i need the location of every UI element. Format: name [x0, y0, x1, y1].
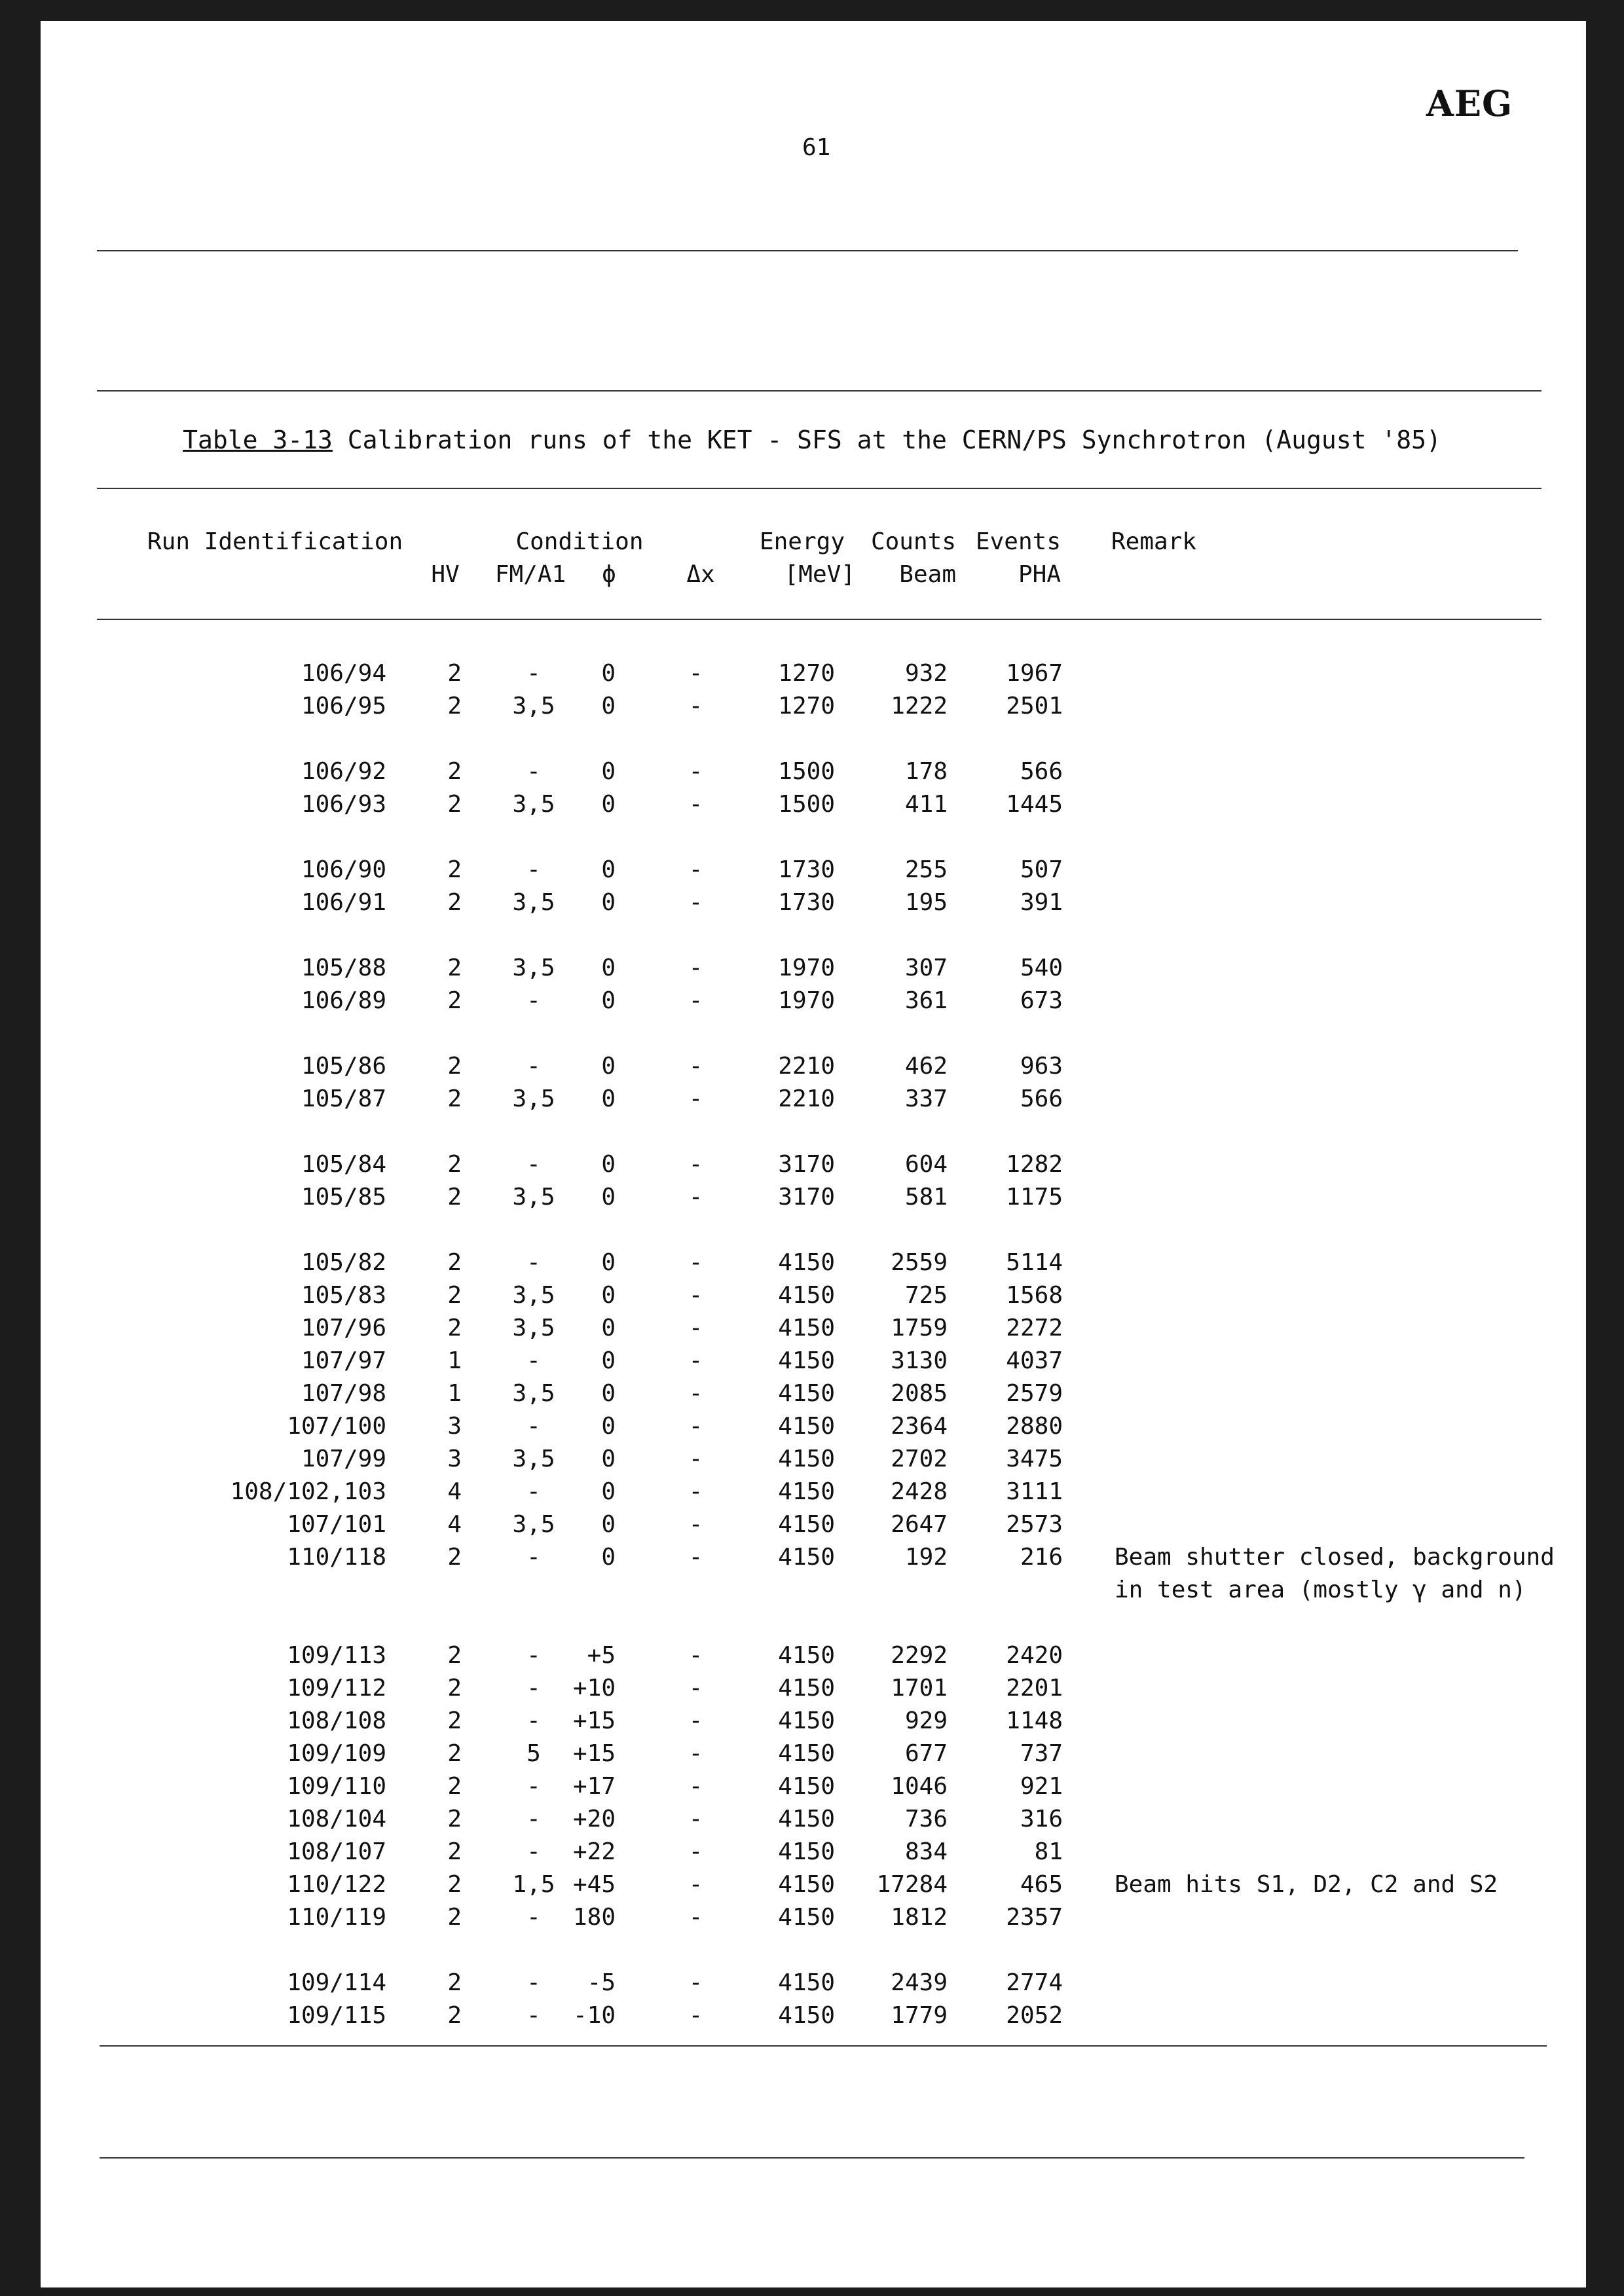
header-phi: ϕ: [602, 561, 616, 588]
cell-fm: 3,5: [512, 693, 555, 720]
cell-counts: 1812: [891, 1904, 948, 1931]
cell-counts: 929: [904, 1707, 948, 1734]
cell-hv: 4: [447, 1511, 462, 1538]
cell-hv: 1: [447, 1380, 462, 1407]
cell-energy: 4150: [778, 1315, 835, 1341]
cell-fm: -: [526, 1544, 541, 1571]
cell-counts: 725: [904, 1282, 948, 1309]
cell-fm: 3,5: [512, 955, 555, 981]
cell-run: 106/94: [301, 660, 386, 687]
header-rule: [97, 619, 1541, 620]
cell-fm: -: [526, 1347, 541, 1374]
cell-phi: 0: [601, 1085, 616, 1112]
cell-counts: 834: [904, 1838, 948, 1865]
cell-phi: 0: [601, 693, 616, 720]
cell-energy: 2210: [778, 1085, 835, 1112]
caption-rule: [97, 488, 1541, 489]
header-events: Events: [975, 528, 1061, 555]
cell-dx: -: [688, 1806, 703, 1832]
cell-hv: 2: [447, 1544, 462, 1571]
cell-hv: 2: [447, 987, 462, 1014]
cell-hv: 2: [447, 1773, 462, 1800]
cell-events: 566: [1020, 758, 1063, 785]
cell-dx: -: [688, 856, 703, 883]
cell-dx: -: [688, 1347, 703, 1374]
cell-counts: 1222: [891, 693, 948, 720]
cell-phi: 0: [601, 1315, 616, 1341]
cell-fm: 3,5: [512, 889, 555, 916]
cell-dx: -: [688, 2002, 703, 2029]
cell-fm: -: [526, 2002, 541, 2029]
cell-run: 109/114: [287, 1969, 386, 1996]
cell-hv: 4: [447, 1478, 462, 1505]
cell-events: 566: [1020, 1085, 1063, 1112]
cell-run: 109/115: [287, 2002, 386, 2029]
cell-counts: 361: [904, 987, 948, 1014]
cell-counts: 1779: [891, 2002, 948, 2029]
cell-dx: -: [688, 693, 703, 720]
cell-dx: -: [688, 1315, 703, 1341]
cell-hv: 2: [447, 1282, 462, 1309]
cell-fm: -: [526, 1707, 541, 1734]
cell-events: 2420: [1006, 1642, 1063, 1669]
cell-phi: 0: [601, 1478, 616, 1505]
header-counts-beam: Beam: [899, 561, 956, 588]
cell-counts: 604: [904, 1151, 948, 1178]
cell-dx: -: [688, 1838, 703, 1865]
cell-energy: 1270: [778, 693, 835, 720]
cell-dx: -: [688, 1478, 703, 1505]
cell-counts: 581: [904, 1184, 948, 1211]
cell-phi: 0: [601, 1544, 616, 1571]
cell-phi: 0: [601, 955, 616, 981]
cell-phi: 0: [601, 856, 616, 883]
cell-run: 106/91: [301, 889, 386, 916]
top-divider: [97, 250, 1518, 251]
cell-energy: 4150: [778, 1446, 835, 1472]
cell-counts: 17284: [876, 1871, 948, 1898]
cell-hv: 2: [447, 1904, 462, 1931]
cell-dx: -: [688, 660, 703, 687]
cell-phi: 0: [601, 1413, 616, 1440]
cell-hv: 2: [447, 1249, 462, 1276]
cell-events: 2052: [1006, 2002, 1063, 2029]
cell-dx: -: [688, 1969, 703, 1996]
cell-events: 737: [1020, 1740, 1063, 1767]
header-hv: HV: [431, 561, 460, 588]
cell-remark: in test area (mostly γ and n): [1115, 1576, 1526, 1603]
cell-run: 108/108: [287, 1707, 386, 1734]
cell-counts: 337: [904, 1085, 948, 1112]
cell-hv: 3: [447, 1413, 462, 1440]
cell-energy: 3170: [778, 1184, 835, 1211]
cell-events: 673: [1020, 987, 1063, 1014]
cell-fm: 1,5: [512, 1871, 555, 1898]
cell-energy: 1500: [778, 758, 835, 785]
cell-events: 2272: [1006, 1315, 1063, 1341]
cell-counts: 1759: [891, 1315, 948, 1341]
cell-run: 109/112: [287, 1675, 386, 1702]
cell-remark: Beam shutter closed, background: [1115, 1544, 1555, 1571]
cell-phi: 0: [601, 1151, 616, 1178]
cell-phi: 0: [601, 1511, 616, 1538]
cell-counts: 255: [904, 856, 948, 883]
cell-run: 107/100: [287, 1413, 386, 1440]
header-counts: Counts: [870, 528, 956, 555]
cell-phi: +15: [572, 1707, 616, 1734]
cell-counts: 2439: [891, 1969, 948, 1996]
cell-events: 3475: [1006, 1446, 1063, 1472]
cell-energy: 1730: [778, 856, 835, 883]
header-run-identification: Run Identification: [147, 528, 403, 555]
cell-hv: 3: [447, 1446, 462, 1472]
cell-energy: 4150: [778, 1478, 835, 1505]
cell-hv: 1: [447, 1347, 462, 1374]
cell-run: 106/95: [301, 693, 386, 720]
cell-energy: 4150: [778, 1871, 835, 1898]
cell-phi: 0: [601, 1282, 616, 1309]
cell-events: 963: [1020, 1053, 1063, 1080]
cell-run: 106/89: [301, 987, 386, 1014]
cell-dx: -: [688, 955, 703, 981]
cell-counts: 2647: [891, 1511, 948, 1538]
cell-hv: 2: [447, 2002, 462, 2029]
cell-energy: 4150: [778, 1249, 835, 1276]
cell-counts: 307: [904, 955, 948, 981]
cell-hv: 2: [447, 1806, 462, 1832]
cell-dx: -: [688, 987, 703, 1014]
page-number: 61: [802, 134, 831, 161]
cell-fm: -: [526, 987, 541, 1014]
cell-energy: 4150: [778, 1838, 835, 1865]
cell-energy: 1730: [778, 889, 835, 916]
cell-dx: -: [688, 1053, 703, 1080]
table-bottom-rule: [100, 2045, 1547, 2047]
cell-phi: 0: [601, 791, 616, 818]
cell-phi: 0: [601, 1347, 616, 1374]
cell-fm: -: [526, 856, 541, 883]
cell-phi: +15: [572, 1740, 616, 1767]
cell-run: 110/118: [287, 1544, 386, 1571]
cell-phi: 0: [601, 1249, 616, 1276]
cell-dx: -: [688, 1151, 703, 1178]
cell-dx: -: [688, 1413, 703, 1440]
cell-dx: -: [688, 1085, 703, 1112]
cell-fm: 3,5: [512, 1282, 555, 1309]
cell-dx: -: [688, 1511, 703, 1538]
cell-fm: 3,5: [512, 1511, 555, 1538]
cell-counts: 2292: [891, 1642, 948, 1669]
cell-fm: -: [526, 1642, 541, 1669]
cell-energy: 4150: [778, 1282, 835, 1309]
cell-counts: 2559: [891, 1249, 948, 1276]
cell-events: 1445: [1006, 791, 1063, 818]
cell-energy: 4150: [778, 1511, 835, 1538]
cell-run: 106/92: [301, 758, 386, 785]
cell-phi: 0: [601, 1380, 616, 1407]
cell-fm: -: [526, 1773, 541, 1800]
cell-hv: 2: [447, 1969, 462, 1996]
cell-phi: +45: [572, 1871, 616, 1898]
cell-phi: +17: [572, 1773, 616, 1800]
cell-dx: -: [688, 1773, 703, 1800]
cell-phi: 0: [601, 660, 616, 687]
cell-hv: 2: [447, 1184, 462, 1211]
header-delta-x: Δx: [686, 561, 715, 588]
cell-counts: 462: [904, 1053, 948, 1080]
cell-energy: 4150: [778, 1675, 835, 1702]
cell-run: 105/84: [301, 1151, 386, 1178]
cell-energy: 4150: [778, 1773, 835, 1800]
cell-energy: 4150: [778, 1904, 835, 1931]
cell-dx: -: [688, 1446, 703, 1472]
cell-phi: +10: [572, 1675, 616, 1702]
header-fm-a1: FM/A1: [494, 561, 566, 588]
cell-hv: 2: [447, 1740, 462, 1767]
cell-hv: 2: [447, 1151, 462, 1178]
cell-events: 2579: [1006, 1380, 1063, 1407]
cell-hv: 2: [447, 1838, 462, 1865]
cell-remark: Beam hits S1, D2, C2 and S2: [1115, 1871, 1498, 1898]
cell-dx: -: [688, 1380, 703, 1407]
cell-counts: 677: [904, 1740, 948, 1767]
cell-events: 507: [1020, 856, 1063, 883]
header-energy: Energy: [759, 528, 845, 555]
cell-energy: 4150: [778, 1740, 835, 1767]
cell-events: 2357: [1006, 1904, 1063, 1931]
cell-run: 109/110: [287, 1773, 386, 1800]
cell-events: 2774: [1006, 1969, 1063, 1996]
table-caption: [0, 426, 1624, 454]
table-top-rule: [97, 390, 1541, 392]
cell-run: 107/98: [301, 1380, 386, 1407]
cell-dx: -: [688, 1282, 703, 1309]
cell-fm: 3,5: [512, 1085, 555, 1112]
cell-energy: 1970: [778, 987, 835, 1014]
cell-hv: 2: [447, 1871, 462, 1898]
cell-events: 81: [1034, 1838, 1063, 1865]
cell-counts: 411: [904, 791, 948, 818]
table-title: Calibration runs of the KET - SFS at the CERN/PS Synchrotron (August '85): [347, 426, 1441, 454]
cell-fm: -: [526, 1969, 541, 1996]
cell-energy: 1270: [778, 660, 835, 687]
cell-events: 1568: [1006, 1282, 1063, 1309]
cell-counts: 2428: [891, 1478, 948, 1505]
cell-phi: 0: [601, 987, 616, 1014]
cell-counts: 3130: [891, 1347, 948, 1374]
cell-hv: 2: [447, 791, 462, 818]
cell-energy: 4150: [778, 1806, 835, 1832]
company-logo: AEG: [1426, 82, 1513, 124]
cell-phi: 0: [601, 1053, 616, 1080]
cell-events: 391: [1020, 889, 1063, 916]
cell-hv: 2: [447, 693, 462, 720]
cell-dx: -: [688, 1871, 703, 1898]
cell-counts: 1701: [891, 1675, 948, 1702]
cell-counts: 192: [904, 1544, 948, 1571]
cell-counts: 932: [904, 660, 948, 687]
cell-energy: 4150: [778, 1544, 835, 1571]
cell-phi: +20: [572, 1806, 616, 1832]
cell-dx: -: [688, 1184, 703, 1211]
cell-hv: 2: [447, 889, 462, 916]
cell-run: 105/82: [301, 1249, 386, 1276]
cell-energy: 3170: [778, 1151, 835, 1178]
cell-run: 110/119: [287, 1904, 386, 1931]
cell-events: 2880: [1006, 1413, 1063, 1440]
cell-run: 107/97: [301, 1347, 386, 1374]
cell-counts: 736: [904, 1806, 948, 1832]
cell-fm: 3,5: [512, 1380, 555, 1407]
cell-events: 1148: [1006, 1707, 1063, 1734]
cell-phi: 0: [601, 1446, 616, 1472]
header-energy-unit: [MeV]: [784, 561, 855, 588]
cell-dx: -: [688, 1544, 703, 1571]
cell-fm: -: [526, 1675, 541, 1702]
cell-fm: -: [526, 660, 541, 687]
cell-fm: -: [526, 1053, 541, 1080]
cell-events: 2501: [1006, 693, 1063, 720]
cell-fm: -: [526, 758, 541, 785]
cell-events: 4037: [1006, 1347, 1063, 1374]
header-condition: Condition: [515, 528, 644, 555]
cell-energy: 4150: [778, 1413, 835, 1440]
header-remark: Remark: [1111, 528, 1197, 555]
cell-dx: -: [688, 791, 703, 818]
cell-dx: -: [688, 1707, 703, 1734]
cell-fm: -: [526, 1478, 541, 1505]
cell-dx: -: [688, 758, 703, 785]
cell-counts: 195: [904, 889, 948, 916]
bottom-divider: [100, 2157, 1524, 2159]
cell-energy: 1970: [778, 955, 835, 981]
cell-energy: 4150: [778, 1380, 835, 1407]
cell-events: 465: [1020, 1871, 1063, 1898]
cell-events: 5114: [1006, 1249, 1063, 1276]
cell-counts: 2364: [891, 1413, 948, 1440]
cell-events: 3111: [1006, 1478, 1063, 1505]
cell-events: 1175: [1006, 1184, 1063, 1211]
cell-counts: 2702: [891, 1446, 948, 1472]
cell-run: 108/102,103: [230, 1478, 386, 1505]
cell-run: 105/83: [301, 1282, 386, 1309]
cell-phi: +5: [587, 1642, 616, 1669]
cell-hv: 2: [447, 758, 462, 785]
cell-events: 1967: [1006, 660, 1063, 687]
cell-energy: 1500: [778, 791, 835, 818]
cell-run: 108/107: [287, 1838, 386, 1865]
cell-fm: -: [526, 1806, 541, 1832]
cell-energy: 4150: [778, 1969, 835, 1996]
cell-run: 109/113: [287, 1642, 386, 1669]
cell-energy: 4150: [778, 1642, 835, 1669]
cell-phi: 180: [572, 1904, 616, 1931]
cell-hv: 2: [447, 1642, 462, 1669]
cell-events: 2201: [1006, 1675, 1063, 1702]
cell-fm: -: [526, 1151, 541, 1178]
header-events-pha: PHA: [1018, 561, 1061, 588]
cell-counts: 178: [904, 758, 948, 785]
cell-fm: 3,5: [512, 1184, 555, 1211]
cell-energy: 4150: [778, 2002, 835, 2029]
cell-fm: 5: [526, 1740, 541, 1767]
cell-dx: -: [688, 1249, 703, 1276]
cell-energy: 4150: [778, 1707, 835, 1734]
cell-hv: 2: [447, 1675, 462, 1702]
cell-hv: 2: [447, 660, 462, 687]
cell-run: 105/86: [301, 1053, 386, 1080]
cell-events: 2573: [1006, 1511, 1063, 1538]
cell-run: 106/93: [301, 791, 386, 818]
cell-fm: 3,5: [512, 791, 555, 818]
cell-dx: -: [688, 1675, 703, 1702]
cell-run: 107/99: [301, 1446, 386, 1472]
cell-run: 105/85: [301, 1184, 386, 1211]
cell-phi: -10: [572, 2002, 616, 2029]
cell-fm: -: [526, 1413, 541, 1440]
cell-run: 108/104: [287, 1806, 386, 1832]
cell-events: 316: [1020, 1806, 1063, 1832]
cell-dx: -: [688, 1904, 703, 1931]
cell-run: 107/101: [287, 1511, 386, 1538]
cell-fm: 3,5: [512, 1446, 555, 1472]
cell-run: 105/88: [301, 955, 386, 981]
cell-hv: 2: [447, 1707, 462, 1734]
cell-events: 216: [1020, 1544, 1063, 1571]
cell-dx: -: [688, 1642, 703, 1669]
cell-run: 105/87: [301, 1085, 386, 1112]
cell-events: 921: [1020, 1773, 1063, 1800]
cell-counts: 1046: [891, 1773, 948, 1800]
cell-dx: -: [688, 889, 703, 916]
cell-phi: 0: [601, 1184, 616, 1211]
cell-events: 1282: [1006, 1151, 1063, 1178]
cell-dx: -: [688, 1740, 703, 1767]
cell-phi: 0: [601, 758, 616, 785]
cell-run: 109/109: [287, 1740, 386, 1767]
cell-hv: 2: [447, 856, 462, 883]
cell-events: 540: [1020, 955, 1063, 981]
cell-phi: +22: [572, 1838, 616, 1865]
cell-energy: 2210: [778, 1053, 835, 1080]
cell-hv: 2: [447, 1315, 462, 1341]
cell-run: 110/122: [287, 1871, 386, 1898]
cell-run: 106/90: [301, 856, 386, 883]
cell-hv: 2: [447, 1085, 462, 1112]
cell-phi: -5: [587, 1969, 616, 1996]
cell-energy: 4150: [778, 1347, 835, 1374]
cell-fm: 3,5: [512, 1315, 555, 1341]
cell-hv: 2: [447, 1053, 462, 1080]
cell-fm: -: [526, 1838, 541, 1865]
cell-run: 107/96: [301, 1315, 386, 1341]
cell-fm: -: [526, 1249, 541, 1276]
cell-fm: -: [526, 1904, 541, 1931]
cell-counts: 2085: [891, 1380, 948, 1407]
table-label: Table 3-13: [183, 426, 333, 454]
cell-phi: 0: [601, 889, 616, 916]
cell-hv: 2: [447, 955, 462, 981]
